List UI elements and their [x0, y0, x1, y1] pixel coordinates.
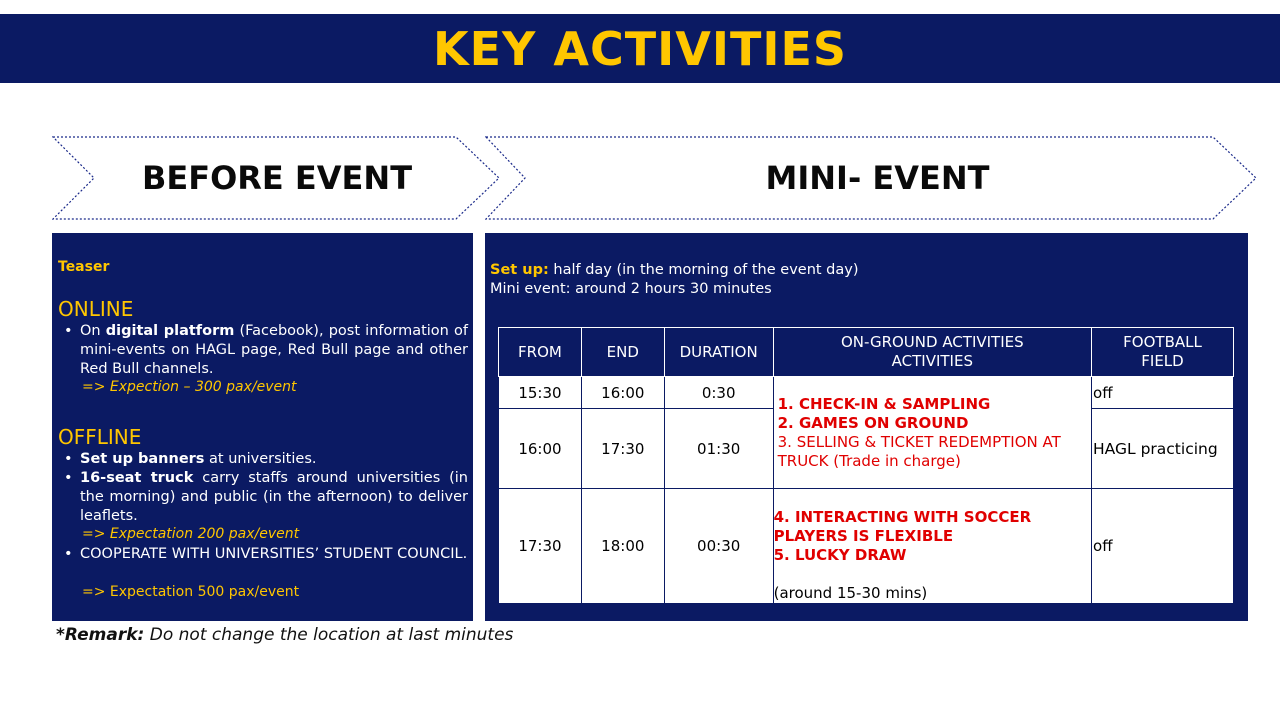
online-bullet: • On digital platform (Facebook), post information of mini-events on HAGL page, Red Bull page and other Red Bull channels.: [64, 323, 468, 377]
row-field: off: [1092, 377, 1234, 409]
remark: [56, 625, 513, 645]
row-field: HAGL practicing: [1092, 409, 1234, 489]
offline-heading: OFFLINE: [58, 425, 142, 449]
header-duration: DURATION: [664, 328, 773, 377]
activity-selling: 3. SELLING & TICKET REDEMPTION AT TRUCK (Trade in charge): [777, 432, 1061, 470]
setup-info: [490, 261, 859, 299]
header-activities: ON-GROUND ACTIVITIES ACTIVITIES: [773, 328, 1091, 377]
before-event-banner: [52, 136, 502, 220]
activity-check-in: 1. CHECK-IN & SAMPLING: [777, 394, 991, 413]
bullet-icon: •: [64, 451, 73, 467]
header-from: FROM: [499, 328, 582, 377]
page-title: KEY ACTIVITIES: [432, 21, 847, 76]
bullet-icon: •: [64, 323, 73, 339]
mini-event-duration: Mini event: around 2 hours 30 minutes: [490, 281, 772, 297]
activity-note: (around 15-30 mins): [773, 584, 928, 602]
online-expectation: => Expection – 300 pax/event: [82, 379, 297, 395]
activities-block-1: [773, 377, 1091, 489]
setup-label: Set up:: [490, 262, 549, 278]
row-end: 17:30: [581, 409, 664, 489]
before-event-panel: [52, 233, 473, 621]
table-row: [499, 489, 1234, 604]
activity-lucky-draw: 5. LUCKY DRAW: [773, 546, 907, 564]
bullet-icon: •: [64, 546, 73, 562]
activities-block-2: [773, 489, 1091, 604]
row-field: off: [1092, 489, 1234, 604]
offline-bullet-banners: • Set up banners at universities.: [64, 451, 317, 467]
mini-event-heading: MINI- EVENT: [765, 159, 990, 197]
remark-label: *Remark:: [56, 625, 145, 645]
row-duration: 00:30: [664, 489, 773, 604]
offline-expectation-2: => Expectation 500 pax/event: [82, 584, 300, 600]
row-from: 16:00: [499, 409, 582, 489]
table-row: [499, 377, 1234, 409]
bullet-icon: •: [64, 470, 73, 486]
row-end: 18:00: [581, 489, 664, 604]
offline-bullet-cooperate: • COOPERATE WITH UNIVERSITIES’ STUDENT COUNCIL.: [64, 546, 468, 562]
row-end: 16:00: [581, 377, 664, 409]
table-header-row: [499, 328, 1234, 377]
setup-text: half day (in the morning of the event day): [548, 262, 859, 278]
remark-text: Do not change the location at last minutes: [144, 625, 514, 645]
title-bar: [0, 14, 1280, 83]
header-football-field: FOOTBALL FIELD: [1092, 328, 1234, 377]
activity-games: 2. GAMES ON GROUND: [777, 413, 969, 432]
row-from: 17:30: [499, 489, 582, 604]
mini-event-panel: [485, 233, 1248, 621]
online-heading: ONLINE: [58, 297, 134, 321]
mini-event-banner: [485, 136, 1258, 220]
row-duration: 0:30: [664, 377, 773, 409]
schedule-table: [498, 327, 1234, 604]
row-duration: 01:30: [664, 409, 773, 489]
offline-bullet-truck: • 16-seat truck carry staffs around universities (in the morning) and public (in the afternoon) to deliver leaflets.: [64, 470, 468, 524]
header-end: END: [581, 328, 664, 377]
before-event-heading: BEFORE EVENT: [141, 159, 413, 197]
offline-expectation-1: => Expectation 200 pax/event: [82, 526, 300, 542]
row-from: 15:30: [499, 377, 582, 409]
activity-interacting: 4. INTERACTING WITH SOCCER PLAYERS IS FLEXIBLE: [773, 508, 1032, 545]
teaser-label: Teaser: [58, 259, 110, 275]
